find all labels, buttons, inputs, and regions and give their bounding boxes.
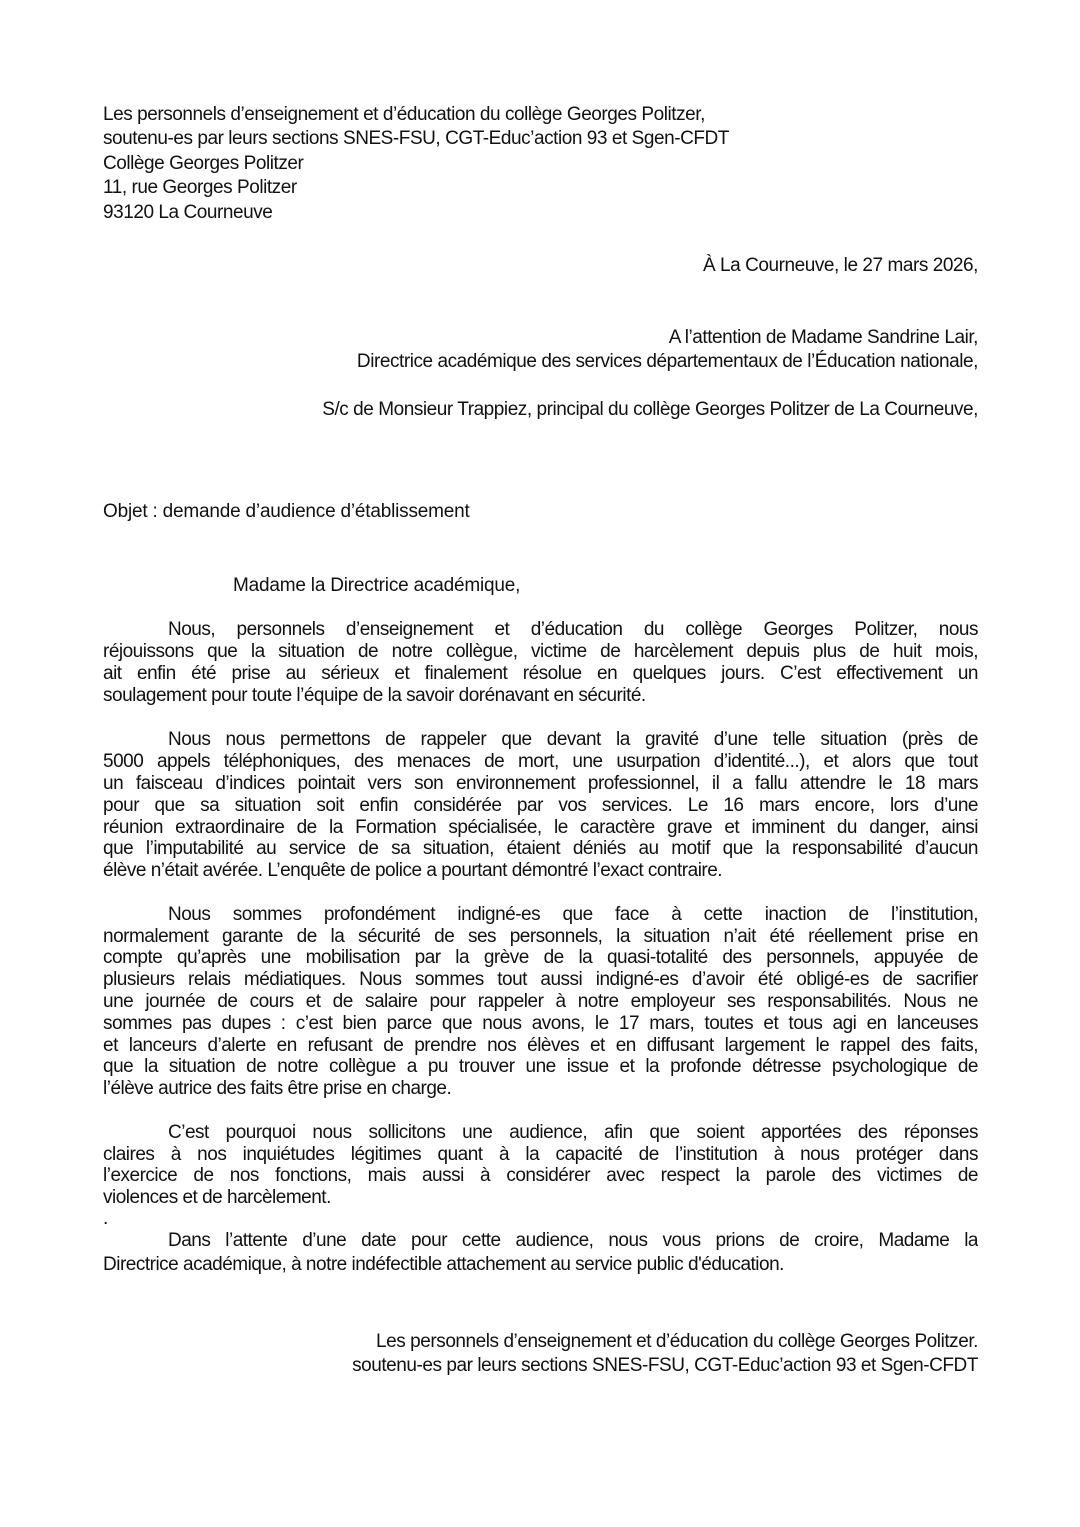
date-line: À La Courneuve, le 27 mars 2026, xyxy=(703,255,978,276)
paragraph-line: C’est pourquoi nous sollicitons une audience, afin que soient apportées des réponses xyxy=(168,1122,978,1143)
paragraph-line: l’exercice de nos fonctions, mais aussi à considérer avec respect la parole des victimes de xyxy=(103,1165,978,1186)
paragraph-line: 5000 appels téléphoniques, des menaces de mort, une usurpation d’identité...), et alors que tout xyxy=(103,751,978,772)
paragraph-line: que la situation de notre collègue a pu trouver une issue et la profonde détresse psychologique de xyxy=(103,1056,978,1077)
sender-line: 11, rue Georges Politzer xyxy=(103,177,297,198)
recipient-via-line: S/c de Monsieur Trappiez, principal du collège Georges Politzer de La Courneuve, xyxy=(322,399,978,420)
recipient-line: A l’attention de Madame Sandrine Lair, xyxy=(668,327,978,348)
paragraph-line: sommes pas dupes : c’est bien parce que nous avons, le 17 mars, toutes et tous agi en lanceuses xyxy=(103,1013,978,1034)
salutation: Madame la Directrice académique, xyxy=(233,575,521,596)
sender-line: 93120 La Courneuve xyxy=(103,202,273,223)
sender-line: soutenu-es par leurs sections SNES-FSU, CGT-Educ’action 93 et Sgen-CFDT xyxy=(103,128,729,149)
paragraph-line: une journée de cours et de salaire pour rappeler à notre employeur ses responsabilités. Nous ne xyxy=(103,991,978,1012)
paragraph-line: compte qu’après une mobilisation par la grève de la quasi-totalité des personnels, appuyée de xyxy=(103,947,978,968)
paragraph-line: l’élève autrice des faits être prise en charge. xyxy=(103,1078,452,1099)
sender-line: Collège Georges Politzer xyxy=(103,153,304,174)
paragraph-line: réjouissons que la situation de notre collègue, victime de harcèlement depuis plus de huit mois, xyxy=(103,641,978,662)
paragraph-line: plusieurs relais médiatiques. Nous sommes tout aussi indigné-es d’avoir été obligé-es de sacrifier xyxy=(103,969,978,990)
paragraph-line: pour que sa situation soit enfin considérée par vos services. Le 16 mars encore, lors d’une xyxy=(103,795,978,816)
paragraph-line: réunion extraordinaire de la Formation spécialisée, le caractère grave et imminent du danger, ainsi xyxy=(103,817,978,838)
stray-period-mark: . xyxy=(103,1208,109,1229)
paragraph-line: et lanceurs d’alerte en refusant de prendre nos élèves et en diffusant largement le rappel des faits, xyxy=(103,1035,978,1056)
paragraph-line: que l’imputabilité au service de sa situation, étaient déniés au motif que la responsabilité d’aucun xyxy=(103,838,978,859)
paragraph-line: normalement garante de la sécurité de ses personnels, la situation n’ait été réellement prise en xyxy=(103,926,978,947)
recipient-line: Directrice académique des services départementaux de l’Éducation nationale, xyxy=(356,351,978,372)
paragraph-line: ait enfin été prise au sérieux et finalement résolue en quelques jours. C’est effectivement un xyxy=(103,663,978,684)
signature-line: Les personnels d’enseignement et d’éducation du collège Georges Politzer. xyxy=(376,1331,978,1352)
signature-line: soutenu-es par leurs sections SNES-FSU, CGT-Educ’action 93 et Sgen-CFDT xyxy=(352,1355,978,1376)
paragraph-line: élève n’était avérée. L’enquête de police a pourtant démontré l’exact contraire. xyxy=(103,860,723,881)
paragraph-line: Dans l’attente d’une date pour cette audience, nous vous prions de croire, Madame la xyxy=(168,1230,978,1251)
paragraph-line: violences et de harcèlement. xyxy=(103,1187,331,1208)
paragraph-line: soulagement pour toute l’équipe de la savoir dorénavant en sécurité. xyxy=(103,685,646,706)
paragraph-line: Directrice académique, à notre indéfectible attachement au service public d'éducation. xyxy=(103,1254,784,1275)
paragraph-line: Nous, personnels d’enseignement et d’éducation du collège Georges Politzer, nous xyxy=(168,619,978,640)
sender-line: Les personnels d’enseignement et d’éducation du collège Georges Politzer, xyxy=(103,104,705,125)
paragraph-line: claires à nos inquiétudes légitimes quant à la capacité de l’institution à nous protéger dans xyxy=(103,1144,978,1165)
paragraph-line: Nous sommes profondément indigné-es que face à cette inaction de l’institution, xyxy=(168,904,978,925)
paragraph-line: un faisceau d’indices pointait vers son environnement professionnel, il a fallu attendre le 18 mars xyxy=(103,773,978,794)
paragraph-line: Nous nous permettons de rappeler que devant la gravité d’une telle situation (près de xyxy=(168,729,978,750)
subject-line: Objet : demande d’audience d’établissement xyxy=(103,501,470,522)
